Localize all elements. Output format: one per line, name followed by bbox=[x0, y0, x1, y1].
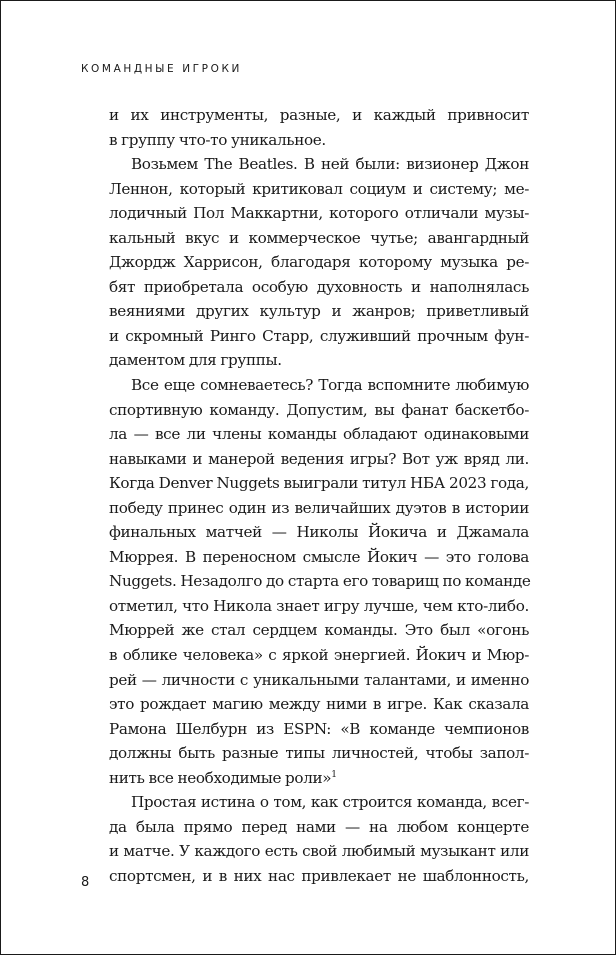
text-line: Леннон, который критиковал социум и систему; ме- bbox=[109, 179, 529, 198]
text-line: навыками и манерой ведения игры? Вот уж вряд ли. bbox=[109, 449, 529, 468]
text-line: финальных матчей — Николы Йокича и Джамала bbox=[109, 523, 529, 542]
text-line: Джордж Харрисон, благодаря которому музыка ре- bbox=[109, 253, 529, 272]
text-line: Мюррей же стал сердцем команды. Это был «огонь bbox=[109, 621, 529, 640]
text-line: Рамона Шелбурн из ESPN: «В команде чемпионов bbox=[109, 719, 529, 738]
text-line: спортивную команду. Допустим, вы фанат баскетбо- bbox=[109, 400, 529, 419]
text-line: Мюррея. В переносном смысле Йокич — это голова bbox=[109, 547, 529, 566]
footnote-marker[interactable]: 1 bbox=[331, 769, 337, 780]
page-number: 8 bbox=[81, 875, 90, 890]
text-line: должны быть разные типы личностей, чтобы запол- bbox=[109, 744, 529, 763]
running-head: КОМАНДНЫЕ ИГРОКИ bbox=[81, 63, 242, 75]
text-line: и их инструменты, разные, и каждый привносит bbox=[109, 106, 529, 124]
paragraph bbox=[109, 103, 529, 152]
text-line: да была прямо перед нами — на любом концерте bbox=[109, 817, 529, 836]
text-line: веяниями других культур и жанров; приветливый bbox=[109, 302, 529, 321]
text-line: в облике человека» с яркой энергией. Йокич и Мюр- bbox=[109, 646, 529, 665]
text-line: отметил, что Никола знает игру лучше, чем кто-либо. bbox=[109, 596, 529, 615]
text-line: Все еще сомневаетесь? Тогда вспомните любимую bbox=[131, 376, 529, 395]
body-text bbox=[109, 103, 529, 889]
text-line: ла — все ли члены команды обладают одинаковыми bbox=[109, 425, 529, 444]
text-line: и матче. У каждого есть свой любимый музыкант или bbox=[109, 842, 529, 861]
text-line: и скромный Ринго Старр, служивший прочным фун- bbox=[109, 326, 529, 345]
text-line: Возьмем The Beatles. В ней были: визионер Джон bbox=[131, 155, 529, 174]
text-line: в группу что-то уникальное. bbox=[109, 130, 326, 149]
text-line: рей — личности с уникальными талантами, и именно bbox=[109, 670, 529, 689]
text-line: это рождает магию между ними в игре. Как сказала bbox=[109, 695, 529, 714]
text-line: лодичный Пол Маккартни, которого отличали музы- bbox=[109, 204, 529, 223]
text-line: победу принес один из величайших дуэтов в истории bbox=[109, 498, 529, 517]
paragraph bbox=[109, 790, 529, 888]
text-line: кальный вкус и коммерческое чутье; авангардный bbox=[109, 228, 529, 247]
text-line bbox=[109, 766, 529, 791]
text-line: Nuggets. Незадолго до старта его товарищ по команде bbox=[109, 572, 531, 591]
paragraph bbox=[109, 152, 529, 373]
text-line: бят приобретала особую духовность и наполнялась bbox=[109, 277, 529, 296]
paragraph bbox=[109, 373, 529, 790]
text-line: Когда Denver Nuggets выиграли титул НБА 2023 года, bbox=[109, 474, 529, 493]
text-line: Простая истина о том, как строится команда, всег- bbox=[131, 793, 529, 812]
text-line: даментом для группы. bbox=[109, 351, 282, 370]
text-line-content: нить все необходимые роли» bbox=[109, 768, 332, 787]
text-line: спортсмен, и в них нас привлекает не шаблонность, bbox=[109, 866, 529, 885]
